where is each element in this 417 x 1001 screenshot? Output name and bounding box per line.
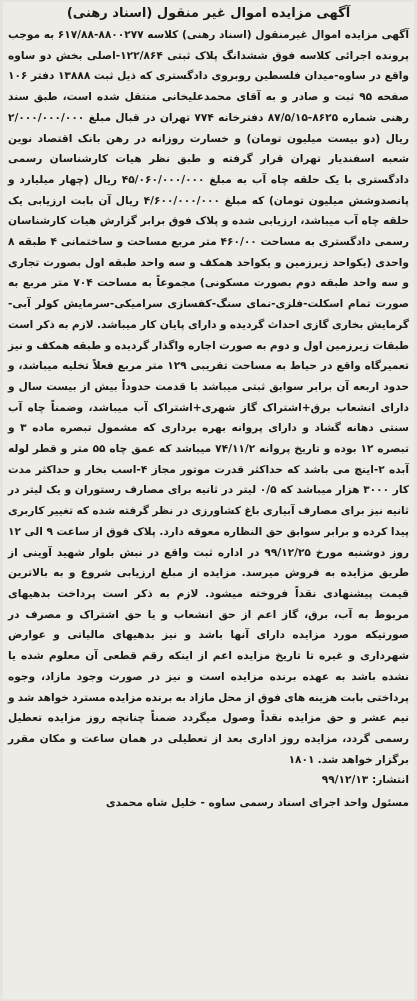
notice-title: آگهی مزایده اموال غیر منقول (اسناد رهنی) xyxy=(66,6,351,21)
auction-notice xyxy=(3,2,414,999)
notice-body: آگهی مزایده اموال غیرمنقول (اسناد رهنی) کلاسه ۸۸۰۰۲۷۷-۶۱۷/۸۸ به موجب پرونده اجرائی کلاسه فوق ششدانگ پلاک ثبتی ۱۲۲/۸۶۴-اصلی بخش دو ساوه واقع در ساوه-میدان فلسطین روبروی دادگستری که ذیل ثبت ۱۳۸۸۸ دفتر ۱۰۶ صفحه ۹۵ ثبت و صادر و به آقای محمدعلیخانی منتقل شده است، طبق سند رهنی شماره ۸۶۲۵-۸۷/۵/۱۵ دفترخانه ۷۷۴ تهران در قبال مبلغ ۲/۰۰۰/۰۰۰/۰۰۰ ریال (دو بیست میلیون تومان) و خسارت روزانه در رهن بانک اقتصاد نوین شعبه اسفندیار تهران قرار گرفته و طبق نظر هیات کارشناسان رسمی دادگستری با یک حلقه چاه آب به مبلغ ۴۵/۰۶۰/۰۰۰/۰۰۰ ریال (چهار میلیارد و پانصدوشش میلیون تومان) که مبلغ ۴/۶۰۰/۰۰۰/۰۰۰ ریال آن بابت ارزیابی یک حلقه چاه آب میباشد، ارزیابی شده و پلاک فوق برابر گزارش هیات کارشناسان رسمی دادگستری به مساحت ۴۶۰/۰۰ متر مربع مساحت و ساختمانی ۴ طبقه ۸ واحدی (یکواحد زیرزمین و یکواحد همکف و سه واحد طبقه اول بصورت تجاری و سه واحد طبقه دوم بصورت مسکونی) مجموعاً به مساحت ۷۰۴ متر مربع به صورت تمام اسکلت-فلزی-نمای سنگ-کفسازی سرامیکی-سرمایش کولر آبی-گرمایش بخاری گازی احداث گردیده و دارای پایان کار میباشد. لازم به ذکر است طبقات زیرزمین اول و دوم به صورت اجاره واگذار گردیده و طبقه همکف و نیز تعمیرگاه واقع در حیاط به مساحت تقریبی ۱۲۹ متر مربع فعلاً تخلیه میباشد، و حدود اربعه آن برابر سوابق ثبتی میباشد با قدمت حدوداً بیش از بیست سال و دارای انشعاب برق+اشتراک گاز شهری+اشتراک آب میباشد، وضمناً چاه آب سنتی دهانه گشاد و دارای پروانه بهره برداری که مشمول تبصره ماده ۳ و تبصره ۱۲ بوده و تاریخ پروانه ۷۴/۱۱/۲ میباشد که عمق چاه ۵۵ متر و قطر لوله آبده ۲-اینچ می باشد که حداکثر قدرت موتور مجاز ۴-اسب بخار و حداکثر مدت کار ۳۰۰۰ هزار میباشد که ۰/۵ لیتر در ثانیه برای مصارف رستوران و یک لیتر در ثانیه نیز برای مصارف آبیاری باغ کشاورزی در نظر گرفته شده که تغییر کاربری پیدا کرده و برابر سوابق حق النظاره معوقه دارد. پلاک فوق از ساعت ۹ الی ۱۲ روز دوشنبه مورخ ۹۹/۱۲/۲۵ در اداره ثبت واقع در نبش بلوار شهید آوینی از طریق مزایده به فروش میرسد. مزایده از مبلغ ارزیابی شروع و به بالاترین قیمت پیشنهادی نقداً فروخته میشود. لازم به ذکر است پرداخت بدهیهای مربوط به آب، برق، گاز اعم از حق انشعاب و یا حق اشتراک و مصرف در صورتیکه مورد مزایده دارای آنها باشد و نیز بدهیهای مالیاتی و عوارض شهرداری و غیره تا تاریخ مزایده اعم از اینکه رقم قطعی آن معلوم شده یا نشده باشد به عهده برنده مزایده است و نیز در صورت وجود مازاد، وجوه پرداختی بابت هزینه های فوق از محل مازاد به برنده مزایده مسترد خواهد شد و نیم عشر و حق مزایده نقداً وصول میگردد ضمناً چنانچه روز مزایده تعطیل رسمی گردد، مزایده روز اداری بعد از تعطیلی در همان ساعت و مکان مقرر برگزار خواهد شد. ۱۸۰۱ xyxy=(8,29,410,766)
publication-date: انتشار: ۹۹/۱۲/۱۳ xyxy=(321,774,409,787)
signature-line: مسئول واحد اجرای اسناد رسمی ساوه - خلیل شاه محمدی xyxy=(105,797,409,810)
